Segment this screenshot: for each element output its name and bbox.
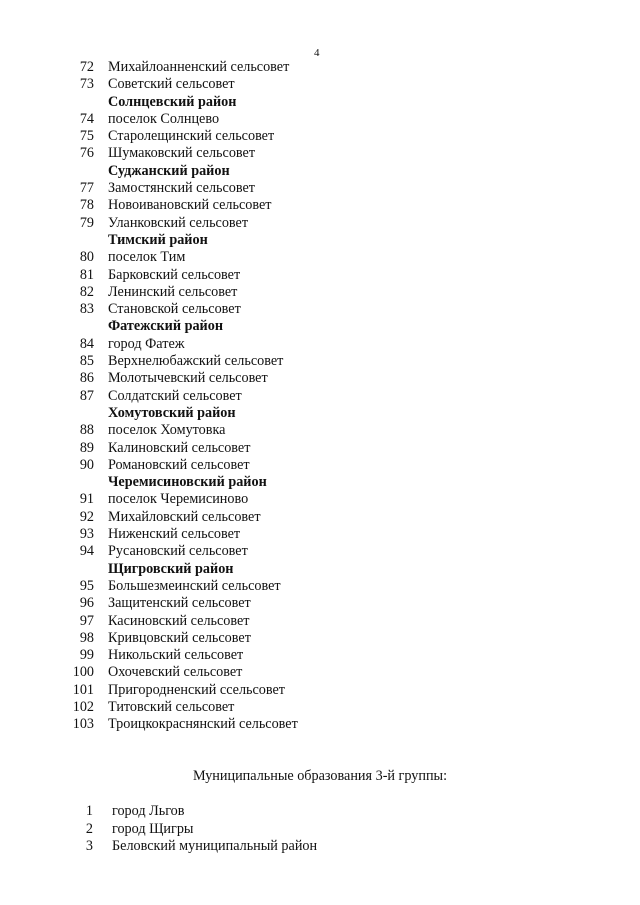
municipality-name: поселок Тим [108, 249, 186, 266]
list-item [0, 630, 640, 647]
district-header [0, 474, 640, 491]
item-number: 1 [85, 803, 93, 819]
item-number: 78 [79, 197, 94, 214]
list-item [0, 491, 640, 508]
list-item [0, 353, 640, 370]
municipality-name: Шумаковский сельсовет [108, 145, 256, 162]
list-item [0, 128, 640, 145]
district-name: Тимский район [108, 231, 208, 248]
item-number: 91 [79, 491, 94, 508]
district-header [0, 232, 640, 249]
list-item [0, 803, 640, 821]
municipality-name: Титовский сельсовет [108, 698, 235, 715]
municipality-name: поселок Хомутовка [108, 422, 226, 439]
municipality-name: Романовский сельсовет [108, 456, 250, 473]
district-header [0, 163, 640, 180]
list-item [0, 249, 640, 266]
municipality-name: Замостянский сельсовет [108, 180, 256, 197]
item-number: 90 [79, 456, 94, 473]
list-item [0, 336, 640, 353]
list-item [0, 716, 640, 733]
item-number: 95 [79, 577, 94, 594]
list-item [0, 509, 640, 526]
municipality-name: Ниженский сельсовет [108, 526, 241, 543]
item-number: 100 [72, 664, 94, 681]
item-number: 2 [85, 820, 93, 837]
municipality-name: Молотычевский сельсовет [108, 370, 268, 387]
item-number: 102 [72, 698, 94, 715]
municipality-name: Касиновский сельсовет [108, 612, 250, 629]
list-item [0, 613, 640, 630]
item-number: 92 [79, 508, 94, 525]
item-number: 86 [79, 370, 94, 387]
municipality-name: Новоивановский сельсовет [108, 197, 272, 214]
municipality-name: город Фатеж [108, 335, 185, 352]
item-number: 85 [79, 353, 94, 370]
list-item [0, 595, 640, 612]
list-item [0, 457, 640, 474]
item-number: 80 [79, 249, 94, 266]
item-number: 89 [79, 439, 94, 456]
municipality-name: Защитенский сельсовет [108, 595, 251, 612]
page-number: 4 [314, 47, 320, 59]
list-item [0, 145, 640, 162]
list-item [0, 197, 640, 214]
item-number: 75 [79, 128, 94, 145]
list-item [0, 370, 640, 387]
district-header [0, 561, 640, 578]
item-number: 72 [79, 59, 94, 75]
item-number: 82 [79, 283, 94, 300]
municipality-name: Пригородненский ссельсовет [108, 681, 286, 698]
municipality-name: Охочевский сельсовет [108, 664, 243, 681]
district-name: Хомутовский район [108, 404, 236, 421]
item-number: 84 [79, 335, 94, 352]
list-item [0, 180, 640, 197]
list-item [0, 111, 640, 128]
list-item [0, 682, 640, 699]
district-header [0, 405, 640, 422]
list-item [0, 440, 640, 457]
item-number: 96 [79, 595, 94, 612]
list-item [0, 699, 640, 716]
municipality-name: Барковский сельсовет [108, 266, 241, 283]
municipality-name: Уланковский сельсовет [108, 214, 249, 231]
municipality-name: город Льгов [112, 803, 185, 819]
district-name: Солнцевский район [108, 93, 237, 110]
municipality-name: Михайлоанненский сельсовет [108, 59, 290, 75]
municipality-name: Становской сельсовет [108, 301, 241, 318]
municipality-name: Калиновский сельсовет [108, 439, 251, 456]
district-header [0, 318, 640, 335]
list-item [0, 267, 640, 284]
item-number: 77 [79, 180, 94, 197]
list-item [0, 284, 640, 301]
municipality-name: Старолещинский сельсовет [108, 128, 275, 145]
municipality-name: Большезмеинский сельсовет [108, 577, 281, 594]
municipality-name: Верхнелюбажский сельсовет [108, 353, 284, 370]
municipality-name: Русановский сельсовет [108, 543, 248, 560]
item-number: 94 [79, 543, 94, 560]
municipality-name: Троицкокраснянский сельсовет [108, 716, 298, 733]
list-item [0, 647, 640, 664]
municipality-list [0, 59, 640, 734]
item-number: 98 [79, 629, 94, 646]
item-number: 87 [79, 387, 94, 404]
municipality-name: Никольский сельсовет [108, 647, 244, 664]
item-number: 103 [72, 716, 94, 733]
list-item [0, 526, 640, 543]
list-item [0, 821, 640, 839]
municipality-name: Беловский муниципальный район [112, 838, 318, 855]
list-item [0, 76, 640, 93]
item-number: 83 [79, 301, 94, 318]
list-item [0, 388, 640, 405]
item-number: 99 [79, 647, 94, 664]
municipality-name: поселок Солнцево [108, 110, 220, 127]
item-number: 74 [79, 110, 94, 127]
item-number: 97 [79, 612, 94, 629]
item-number: 88 [79, 422, 94, 439]
list-item [0, 215, 640, 232]
municipality-name: поселок Черемисиново [108, 491, 249, 508]
district-name: Черемисиновский район [108, 474, 267, 491]
group3-list [0, 803, 640, 856]
item-number: 93 [79, 526, 94, 543]
item-number: 79 [79, 214, 94, 231]
municipality-name: Солдатский сельсовет [108, 387, 242, 404]
section-title: Муниципальные образования 3-й группы: [192, 768, 448, 784]
item-number: 3 [85, 838, 93, 855]
list-item [0, 578, 640, 595]
district-header [0, 94, 640, 111]
list-item [0, 543, 640, 560]
item-number: 81 [79, 266, 94, 283]
list-item [0, 59, 640, 76]
municipality-name: Советский сельсовет [108, 76, 235, 93]
item-number: 101 [72, 681, 94, 698]
municipality-name: Михайловский сельсовет [108, 508, 261, 525]
list-item [0, 838, 640, 856]
municipality-name: город Щигры [112, 820, 194, 837]
district-name: Фатежский район [108, 318, 224, 335]
item-number: 73 [79, 76, 94, 93]
list-item [0, 422, 640, 439]
municipality-name: Кривцовский сельсовет [108, 629, 251, 646]
district-name: Щигровский район [108, 560, 234, 577]
municipality-name: Ленинский сельсовет [108, 283, 238, 300]
list-item [0, 301, 640, 318]
list-item [0, 664, 640, 681]
item-number: 76 [79, 145, 94, 162]
district-name: Суджанский район [108, 162, 230, 179]
